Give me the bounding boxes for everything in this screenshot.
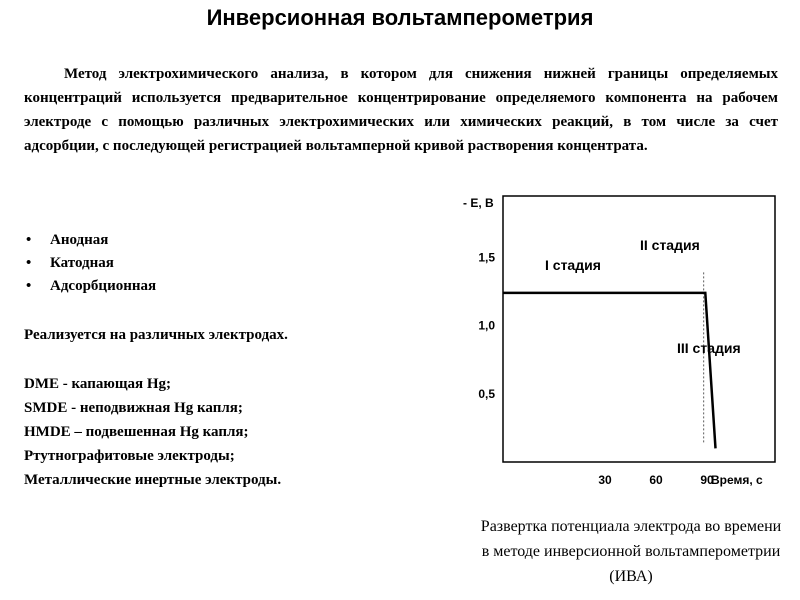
electrode-smde: SMDE - неподвижная Hg капля;: [24, 400, 243, 416]
x-tick-label: 30: [598, 473, 612, 487]
electrode-hmde: HMDE – подвешенная Hg капля;: [24, 424, 249, 440]
y-ticks: [478, 250, 495, 400]
y-tick-label: 1,5: [478, 250, 495, 265]
x-axis-label: Время, с: [711, 473, 763, 487]
stage-3-label: III стадия: [677, 340, 741, 356]
x-tick-label: 60: [649, 473, 663, 487]
electrode-dme: DME - капающая Hg;: [24, 376, 172, 392]
y-tick-label: 0,5: [478, 386, 495, 401]
method-variants-list: [24, 229, 156, 298]
x-ticks: [598, 473, 714, 487]
electrode-mercury-graphite: Ртутнографитовые электроды;: [24, 448, 235, 464]
stage-1-label: I стадия: [545, 257, 601, 273]
stage-2-label: II стадия: [640, 237, 700, 253]
page-title: Инверсионная вольтамперометрия: [206, 5, 594, 30]
series-line-potential: [503, 293, 716, 449]
electrodes-heading: Реализуется на различных электродах.: [24, 327, 288, 343]
x-tick-label: 90: [700, 473, 714, 487]
method-description: Метод электрохимического анализа, в котором для снижения нижней границы определяемых концентраций используется предварительное концентрирование определяемого компонента на рабочем электроде с помощью различных электрохимических или химических реакций, в том числе за счет адсорбции, с последующей регистрацией вольтамперной кривой растворения концентрата.: [24, 66, 778, 154]
variant-anodic: • Анодная: [24, 229, 156, 252]
electrode-metal-inert: Металлические инертные электроды.: [24, 472, 282, 488]
plot-frame: [503, 196, 775, 462]
y-tick-label: 1,0: [478, 318, 495, 333]
potential-time-chart: [455, 186, 785, 496]
y-axis-label: - E, В: [463, 196, 494, 210]
variant-cathodic: • Катодная: [24, 252, 156, 275]
variant-adsorption: • Адсорбционная: [24, 275, 156, 298]
chart-caption: Развертка потенциала электрода во времени в методе инверсионной вольтамперометрии (ИВА): [480, 518, 782, 585]
